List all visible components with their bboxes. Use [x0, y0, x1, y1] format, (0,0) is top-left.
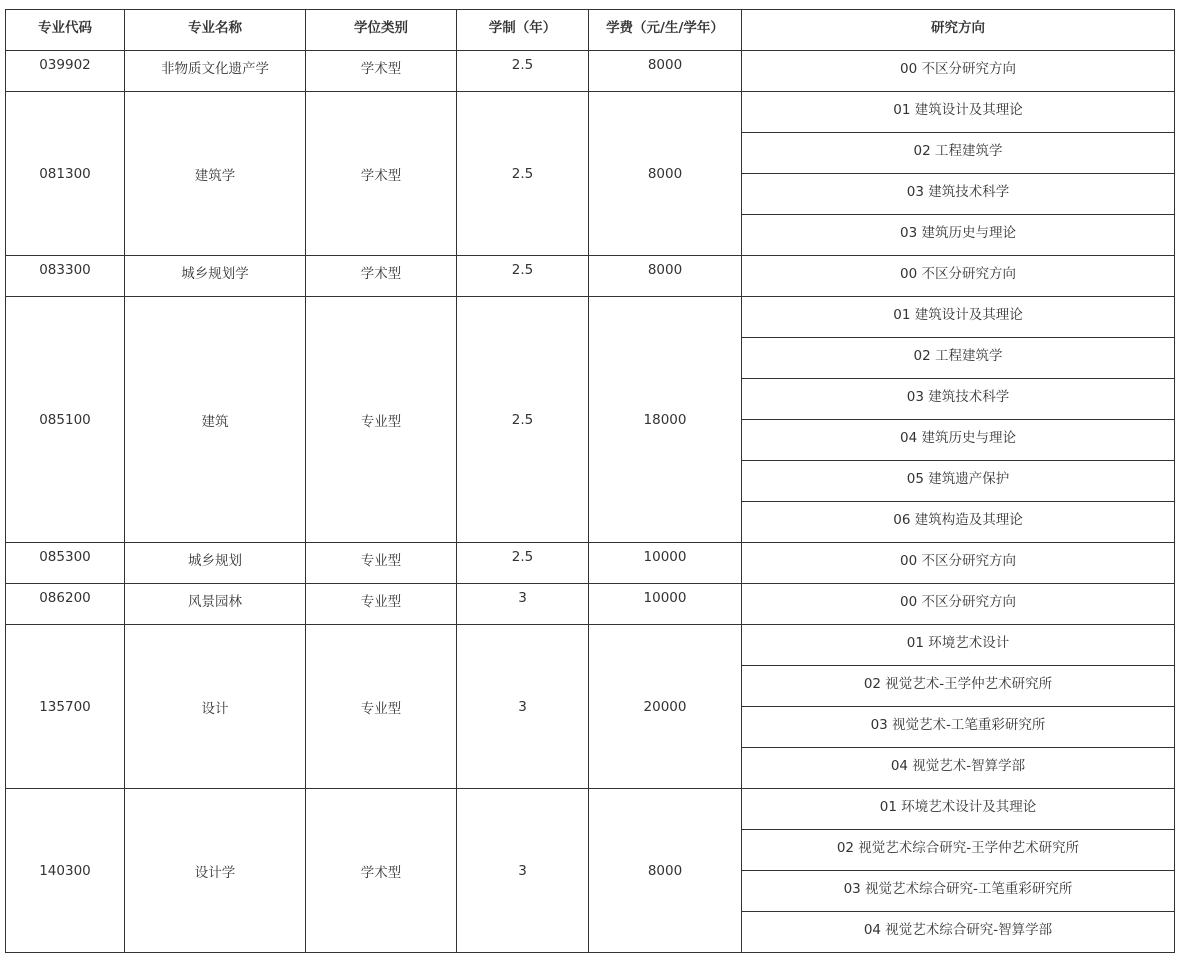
research-direction: 01 建筑设计及其理论 [742, 297, 1175, 338]
program-degree-type: 专业型 [306, 543, 457, 584]
program-name: 设计 [125, 625, 306, 789]
program-degree-type: 专业型 [306, 297, 457, 543]
program-duration: 3 [457, 625, 589, 789]
research-direction: 06 建筑构造及其理论 [742, 502, 1175, 543]
table-row [6, 625, 1175, 666]
table-row [6, 51, 1175, 92]
research-direction: 00 不区分研究方向 [742, 584, 1175, 625]
research-direction: 01 环境艺术设计 [742, 625, 1175, 666]
table-row [6, 297, 1175, 338]
program-degree-type: 学术型 [306, 789, 457, 953]
program-tuition: 10000 [589, 584, 742, 625]
research-direction: 04 视觉艺术-智算学部 [742, 748, 1175, 789]
program-code: 083300 [6, 256, 125, 297]
research-direction: 04 建筑历史与理论 [742, 420, 1175, 461]
research-direction: 05 建筑遗产保护 [742, 461, 1175, 502]
research-direction: 03 视觉艺术综合研究-工笔重彩研究所 [742, 871, 1175, 912]
program-tuition: 8000 [589, 92, 742, 256]
research-direction: 04 视觉艺术综合研究-智算学部 [742, 912, 1175, 953]
program-code: 086200 [6, 584, 125, 625]
research-direction: 03 建筑技术科学 [742, 174, 1175, 215]
research-direction: 02 工程建筑学 [742, 338, 1175, 379]
program-tuition: 10000 [589, 543, 742, 584]
program-duration: 3 [457, 584, 589, 625]
header-duration: 学制（年） [457, 10, 589, 51]
program-code: 081300 [6, 92, 125, 256]
program-degree-type: 学术型 [306, 51, 457, 92]
program-duration: 2.5 [457, 256, 589, 297]
research-direction: 03 建筑技术科学 [742, 379, 1175, 420]
research-direction: 03 建筑历史与理论 [742, 215, 1175, 256]
program-name: 非物质文化遗产学 [125, 51, 306, 92]
table-body [6, 51, 1175, 953]
program-degree-type: 学术型 [306, 92, 457, 256]
program-name: 风景园林 [125, 584, 306, 625]
program-duration: 3 [457, 789, 589, 953]
program-code: 085300 [6, 543, 125, 584]
research-direction: 00 不区分研究方向 [742, 256, 1175, 297]
research-direction: 01 环境艺术设计及其理论 [742, 789, 1175, 830]
research-direction: 00 不区分研究方向 [742, 543, 1175, 584]
program-tuition: 8000 [589, 51, 742, 92]
program-degree-type: 专业型 [306, 584, 457, 625]
program-duration: 2.5 [457, 51, 589, 92]
program-tuition: 20000 [589, 625, 742, 789]
header-directions: 研究方向 [742, 10, 1175, 51]
table-header-row [6, 10, 1175, 51]
header-code: 专业代码 [6, 10, 125, 51]
program-tuition: 8000 [589, 256, 742, 297]
program-code: 039902 [6, 51, 125, 92]
table-row [6, 92, 1175, 133]
program-name: 建筑学 [125, 92, 306, 256]
program-duration: 2.5 [457, 297, 589, 543]
research-direction: 01 建筑设计及其理论 [742, 92, 1175, 133]
research-direction: 02 工程建筑学 [742, 133, 1175, 174]
table-row [6, 543, 1175, 584]
programs-table [5, 9, 1175, 953]
table-row [6, 256, 1175, 297]
program-name: 城乡规划学 [125, 256, 306, 297]
program-duration: 2.5 [457, 543, 589, 584]
program-code: 140300 [6, 789, 125, 953]
program-degree-type: 学术型 [306, 256, 457, 297]
header-tuition: 学费（元/生/学年） [589, 10, 742, 51]
header-degree-type: 学位类别 [306, 10, 457, 51]
table-row [6, 789, 1175, 830]
program-tuition: 8000 [589, 789, 742, 953]
research-direction: 02 视觉艺术-王学仲艺术研究所 [742, 666, 1175, 707]
program-tuition: 18000 [589, 297, 742, 543]
research-direction: 03 视觉艺术-工笔重彩研究所 [742, 707, 1175, 748]
program-degree-type: 专业型 [306, 625, 457, 789]
program-name: 设计学 [125, 789, 306, 953]
research-direction: 02 视觉艺术综合研究-王学仲艺术研究所 [742, 830, 1175, 871]
research-direction: 00 不区分研究方向 [742, 51, 1175, 92]
program-name: 城乡规划 [125, 543, 306, 584]
program-code: 085100 [6, 297, 125, 543]
program-code: 135700 [6, 625, 125, 789]
header-name: 专业名称 [125, 10, 306, 51]
program-name: 建筑 [125, 297, 306, 543]
program-duration: 2.5 [457, 92, 589, 256]
table-row [6, 584, 1175, 625]
